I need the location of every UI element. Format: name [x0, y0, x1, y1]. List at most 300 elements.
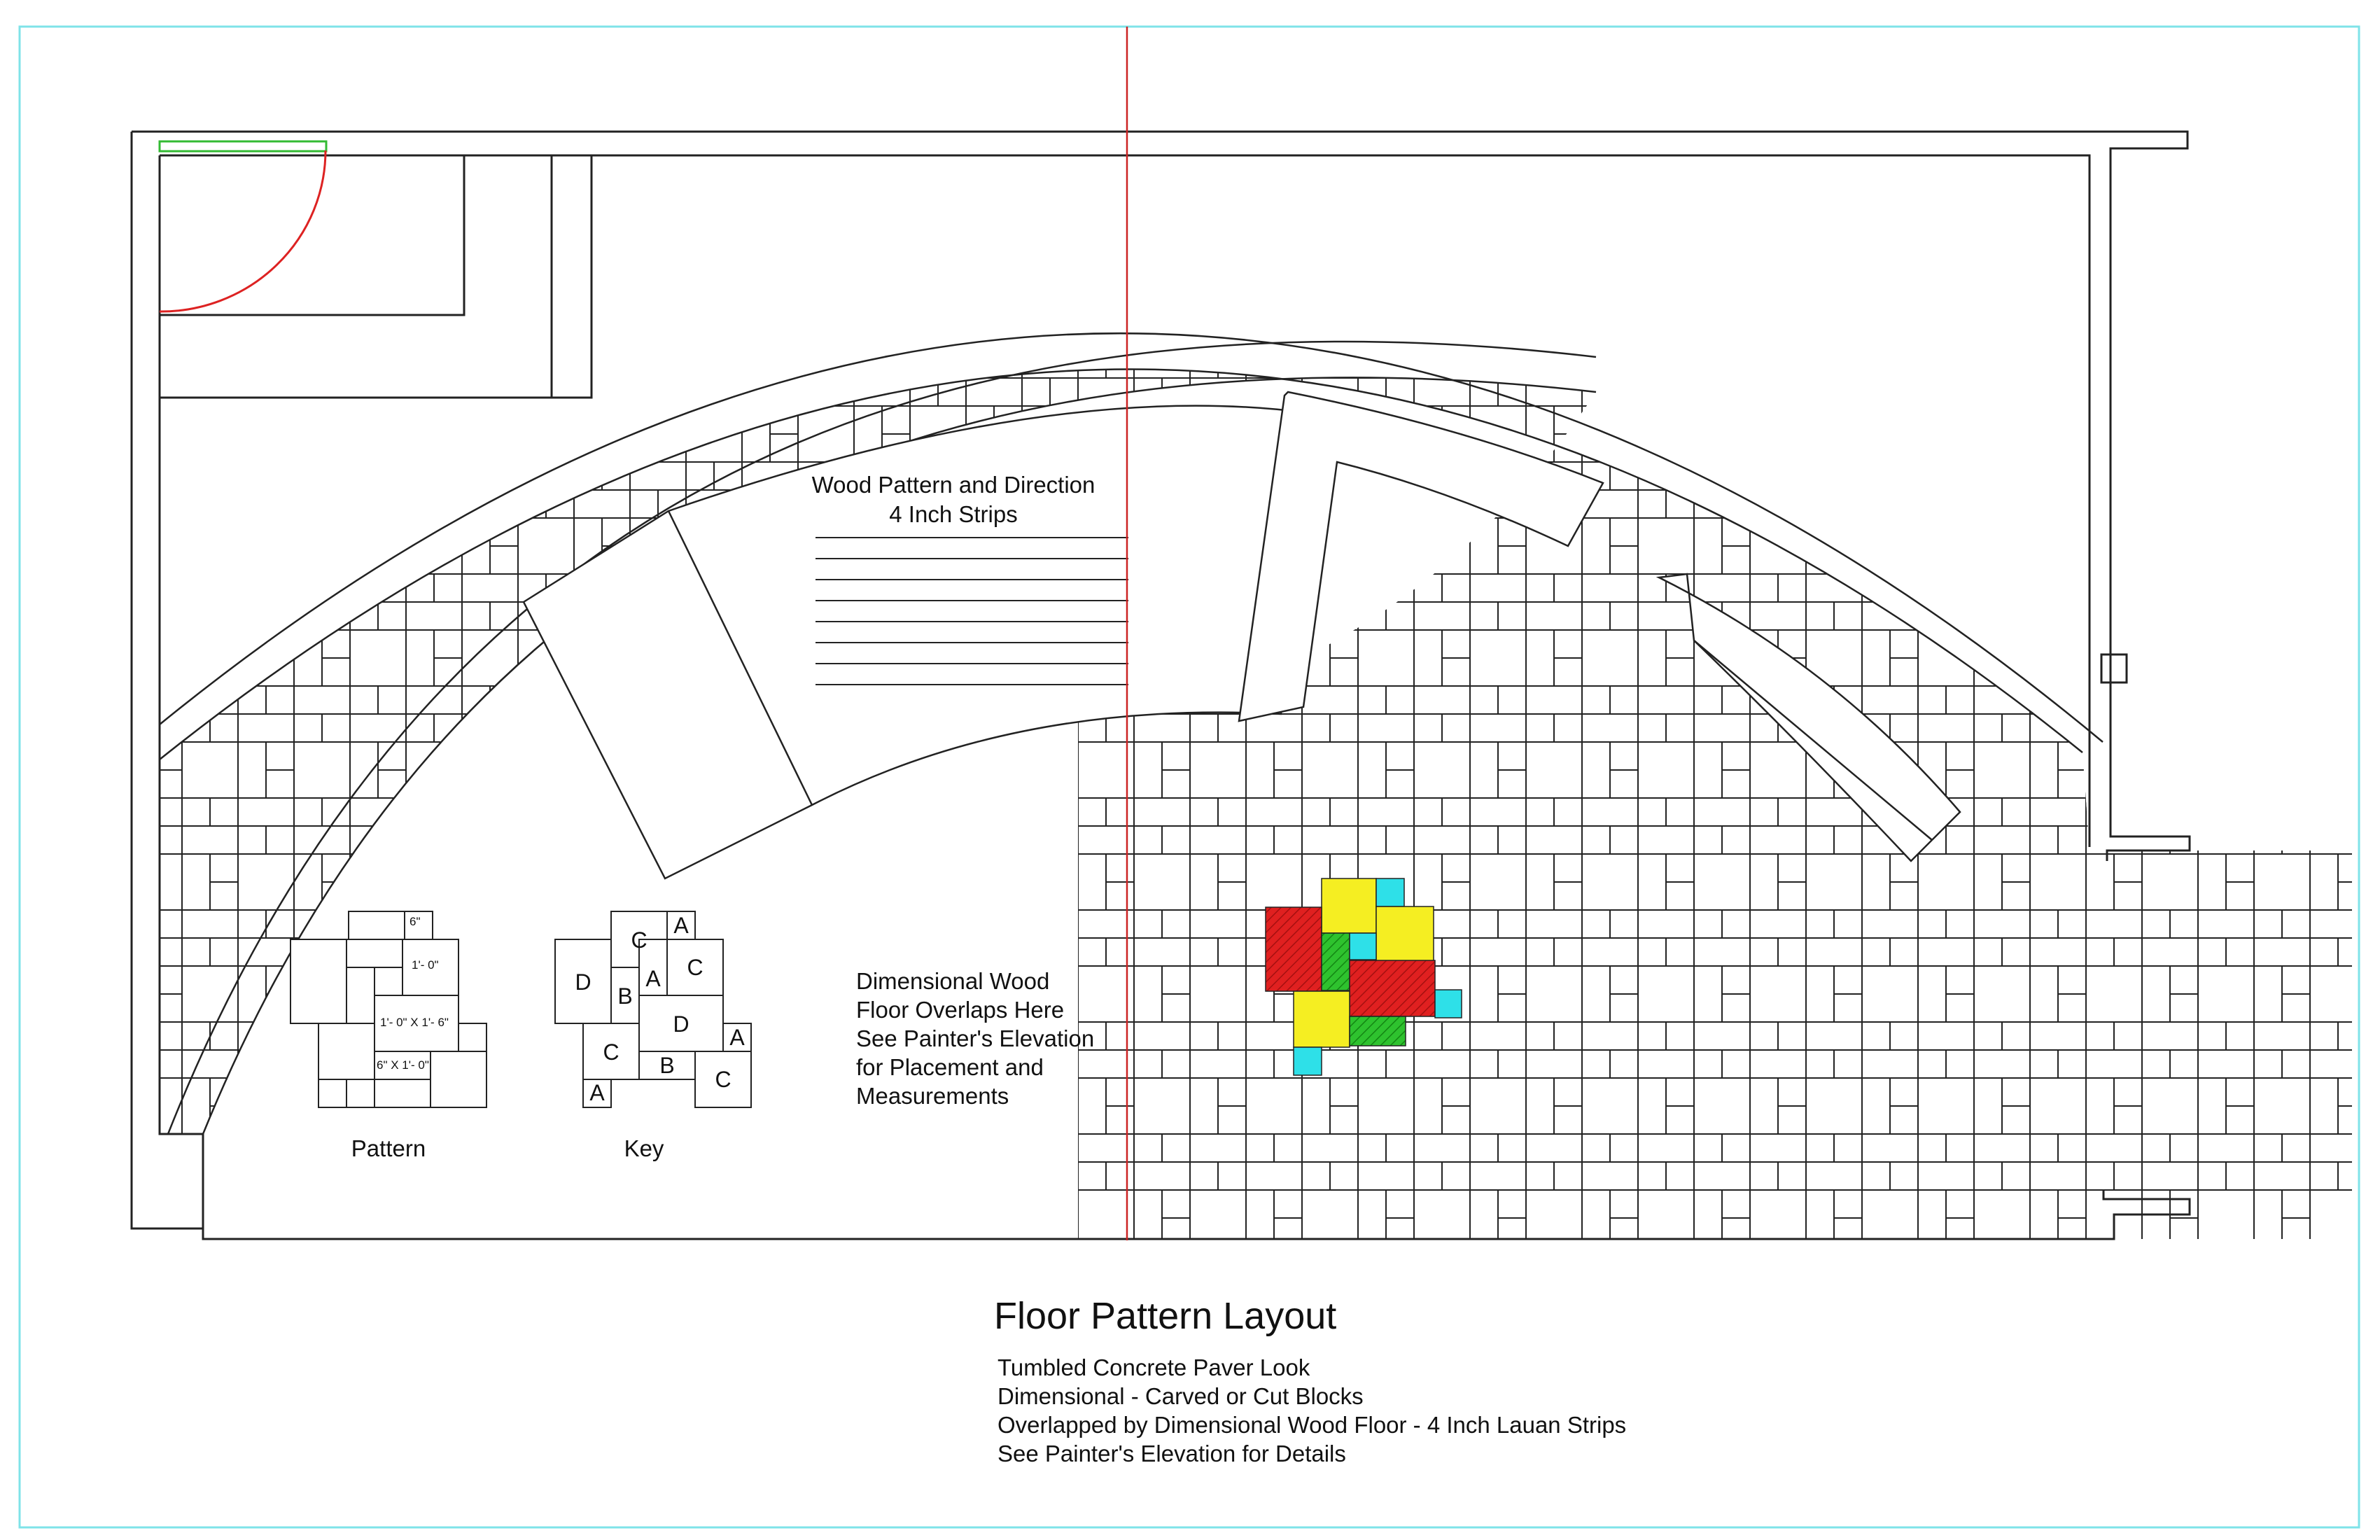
paver-block — [350, 1246, 406, 1274]
paver-block — [462, 686, 490, 714]
paver-block — [406, 350, 434, 378]
paver-block — [1554, 406, 1582, 434]
paver-block — [1806, 154, 1834, 182]
paver-block — [322, 406, 350, 434]
paver-block — [1190, 266, 1218, 294]
paver-block — [126, 1162, 182, 1190]
paver-block — [294, 406, 322, 462]
paver-block — [1610, 910, 1638, 938]
paver-block — [1246, 1050, 1274, 1078]
paver-block — [1358, 238, 1386, 266]
paver-block — [1302, 1162, 1330, 1190]
paver-block — [994, 1106, 1022, 1162]
paver-block — [2002, 210, 2030, 266]
paver-block — [2198, 910, 2254, 938]
paver-block — [1078, 798, 1106, 826]
paver-block — [14, 350, 70, 378]
paver-block — [350, 742, 378, 798]
paver-block — [1974, 1078, 2002, 1134]
paver-block — [462, 742, 490, 798]
paver-block — [1526, 1246, 1554, 1274]
paver-block — [1582, 714, 1638, 742]
paver-block — [2198, 630, 2226, 686]
paver-block — [574, 1134, 602, 1162]
paver-block — [14, 518, 42, 574]
paver-block — [2310, 154, 2366, 182]
paver-block — [2030, 826, 2058, 854]
paver-block — [406, 378, 462, 406]
paver-block — [2366, 910, 2380, 938]
paver-block — [546, 1106, 574, 1162]
paver-block — [1638, 1050, 1694, 1078]
paver-block — [406, 714, 434, 742]
paver-block — [1862, 910, 1918, 938]
paver-block — [1946, 910, 1974, 938]
paver-block — [630, 294, 686, 350]
paver-block — [798, 266, 854, 294]
paver-block — [882, 882, 910, 938]
paver-block — [518, 1050, 574, 1078]
paver-block — [1974, 966, 2030, 1022]
paver-block — [1218, 1022, 1246, 1050]
paver-block — [2310, 182, 2338, 238]
paver-block — [434, 182, 462, 210]
paver-block — [1442, 854, 1470, 882]
paver-block — [0, 518, 14, 574]
paver-block — [742, 294, 798, 350]
paver-block — [1050, 742, 1078, 770]
paver-block — [1974, 1050, 2030, 1078]
paver-block — [1918, 1022, 1974, 1050]
paver-block — [238, 742, 266, 798]
paver-block — [1190, 938, 1218, 966]
paver-block — [1358, 574, 1414, 602]
paver-block — [1414, 1134, 1470, 1162]
paver-block — [2366, 154, 2380, 182]
paver-block — [1190, 1050, 1246, 1078]
paver-block — [1862, 154, 1918, 182]
paver-block — [1750, 1078, 1778, 1134]
paver-block — [350, 630, 406, 686]
paver-block — [14, 1078, 70, 1134]
paver-block — [378, 686, 406, 714]
paver-block — [2366, 1078, 2380, 1134]
paver-block — [1358, 602, 1386, 630]
paver-block — [1694, 742, 1722, 798]
paver-block — [1246, 266, 1302, 294]
paver-block — [1582, 938, 1638, 966]
paver-block — [2030, 518, 2058, 574]
paver-block — [1750, 378, 1806, 406]
paver-block — [2366, 574, 2380, 602]
paver-block — [1946, 966, 1974, 994]
paver-block — [126, 154, 154, 182]
paver-block — [2030, 1078, 2086, 1134]
paver-block — [0, 910, 14, 938]
paver-block — [854, 910, 910, 938]
paver-block — [2114, 574, 2142, 602]
paver-block — [1946, 294, 1974, 322]
paver-block — [378, 1190, 406, 1218]
paver-block — [686, 350, 742, 378]
paver-block — [1554, 574, 1582, 602]
paver-block — [1414, 1050, 1470, 1078]
paver-block — [2170, 462, 2198, 490]
paver-block — [1806, 294, 1834, 350]
paver-block — [882, 210, 910, 266]
paver-block — [2170, 742, 2198, 770]
paver-block — [238, 378, 266, 406]
paver-block — [1078, 910, 1134, 938]
paver-block — [1974, 490, 2002, 518]
paver-block — [1414, 602, 1470, 630]
paver-block — [2310, 630, 2338, 686]
paver-block — [882, 798, 910, 826]
paver-block — [350, 406, 406, 462]
paver-block — [14, 686, 42, 714]
paver-block — [1470, 1050, 1498, 1078]
paver-block — [826, 910, 854, 938]
paver-block — [546, 350, 574, 378]
paver-block — [1974, 854, 2002, 910]
paver-block — [2254, 686, 2282, 714]
paver-block — [490, 686, 518, 714]
paver-block — [1722, 910, 1750, 938]
paver-block — [2338, 574, 2366, 602]
paver-block — [2058, 518, 2086, 546]
paver-block — [574, 742, 602, 798]
paver-block — [70, 630, 98, 686]
paver-block — [1918, 350, 1974, 378]
paver-block — [1974, 798, 2002, 826]
paver-block — [1022, 238, 1050, 266]
paver-block — [742, 154, 798, 182]
paver-block — [1778, 434, 1806, 490]
paver-block — [1022, 1134, 1050, 1162]
paver-block — [2198, 574, 2226, 602]
paver-block — [1134, 966, 1162, 1022]
paver-block — [1638, 910, 1694, 938]
paver-block — [1974, 602, 2030, 630]
paver-block — [406, 826, 462, 854]
paver-block — [630, 854, 658, 910]
paver-block — [854, 798, 882, 826]
paver-block — [2058, 322, 2086, 378]
paver-block — [14, 602, 42, 630]
paver-block — [2170, 546, 2198, 602]
paver-block — [1582, 266, 1638, 294]
paver-block — [1050, 238, 1078, 266]
paver-block — [1526, 1078, 1554, 1134]
paver-block — [238, 714, 294, 742]
paver-block — [0, 602, 14, 630]
paver-block — [910, 294, 938, 350]
paver-block — [2282, 518, 2310, 546]
paver-block — [406, 1162, 434, 1190]
paver-block — [1246, 742, 1274, 798]
paver-block — [1526, 1134, 1582, 1162]
paver-block — [42, 1134, 70, 1162]
paver-block — [2114, 1022, 2142, 1050]
paver-block — [1806, 1050, 1834, 1078]
paver-block — [2226, 658, 2254, 714]
paver-block — [2310, 294, 2366, 350]
paver-block — [70, 1246, 98, 1274]
paver-block — [770, 854, 798, 882]
paver-block — [2170, 770, 2198, 826]
paver-block — [378, 1218, 406, 1274]
paver-block — [2254, 966, 2282, 1022]
paver-block — [1246, 826, 1274, 854]
paver-block — [798, 1134, 826, 1162]
paver-block — [1330, 574, 1358, 602]
paver-block — [1470, 1190, 1498, 1246]
paver-block — [1358, 798, 1414, 826]
paver-block — [126, 714, 182, 742]
paver-block — [1442, 1078, 1470, 1106]
paver-block — [2030, 238, 2058, 266]
paver-block — [658, 1078, 686, 1106]
paver-block — [182, 630, 210, 686]
paver-block — [210, 798, 238, 826]
paver-block — [2366, 266, 2380, 294]
paver-block — [0, 798, 14, 826]
paver-block — [2254, 574, 2310, 602]
paver-block — [2002, 434, 2030, 490]
paver-block — [1022, 826, 1050, 854]
paver-block — [238, 602, 266, 630]
paver-block — [1582, 1078, 1638, 1134]
paver-block — [602, 238, 630, 266]
paver-block — [462, 294, 490, 350]
paver-block — [1190, 154, 1246, 182]
paver-block — [238, 1078, 294, 1134]
paver-block — [826, 294, 854, 322]
paver-block — [1582, 574, 1638, 602]
paver-block — [1414, 1078, 1442, 1134]
paver-block — [994, 210, 1022, 266]
paver-block — [1134, 1022, 1190, 1050]
paver-block — [1918, 686, 1946, 714]
paver-block — [462, 378, 490, 406]
paver-block — [1470, 1078, 1526, 1134]
paver-block — [2366, 714, 2380, 742]
paver-block — [238, 1050, 266, 1078]
paver-block — [574, 826, 602, 854]
paver-block — [1806, 1190, 1834, 1246]
paver-block — [1862, 490, 1890, 518]
paver-block — [1918, 154, 1946, 182]
paver-block — [714, 910, 742, 938]
paver-block — [126, 1022, 182, 1050]
paver-block — [42, 462, 70, 490]
paver-block — [1974, 378, 2030, 406]
paver-block — [658, 182, 686, 210]
paver-block — [294, 742, 350, 798]
paver-block — [1470, 966, 1498, 1022]
paver-block — [826, 1134, 854, 1162]
paver-block — [966, 1162, 994, 1190]
paver-block — [770, 882, 798, 938]
paver-block — [1862, 294, 1918, 350]
paver-block — [14, 630, 70, 686]
paver-block — [1750, 854, 1778, 910]
paver-block — [1638, 154, 1694, 182]
paver-block — [1246, 182, 1302, 238]
paver-block — [1582, 1190, 1610, 1246]
paver-block — [406, 630, 434, 686]
paver-block — [2030, 462, 2058, 490]
paver-block — [1778, 1078, 1806, 1106]
paver-block — [210, 182, 238, 210]
paver-block — [1918, 1162, 1974, 1190]
paver-block — [266, 294, 294, 322]
paver-block — [910, 266, 966, 294]
paver-block — [574, 1246, 630, 1274]
paver-block — [1470, 1246, 1526, 1274]
paver-block — [2114, 434, 2142, 490]
paver-block — [2030, 378, 2058, 406]
paver-block — [2170, 238, 2198, 266]
paver-block — [406, 154, 462, 182]
paver-block — [1946, 518, 1974, 546]
paver-block — [1470, 854, 1526, 910]
paver-block — [1274, 322, 1302, 378]
paver-block — [574, 378, 602, 406]
paver-block — [2030, 350, 2086, 378]
paver-block — [1638, 938, 1666, 966]
paver-block — [126, 1134, 154, 1162]
paver-block — [2142, 406, 2198, 462]
paver-block — [2254, 630, 2310, 686]
paver-block — [1638, 1022, 1666, 1050]
paver-block — [1582, 966, 1610, 1022]
paver-block — [1274, 238, 1302, 266]
paver-block — [238, 238, 266, 266]
paver-block — [854, 1246, 882, 1274]
paver-block — [2366, 602, 2380, 630]
paver-block — [182, 798, 210, 826]
paver-block — [1638, 238, 1694, 266]
paver-block — [462, 462, 490, 490]
paver-block — [294, 518, 350, 574]
paver-block — [1358, 714, 1414, 742]
paver-block — [910, 854, 966, 910]
paver-block — [1134, 1078, 1190, 1134]
paver-block — [1190, 1246, 1218, 1274]
paver-block — [126, 490, 182, 518]
paver-block — [154, 742, 182, 770]
paver-block — [126, 406, 182, 462]
paver-block — [1442, 1022, 1470, 1050]
paver-block — [1078, 938, 1106, 966]
paver-block — [2058, 742, 2086, 770]
paver-block — [1862, 686, 1918, 714]
paver-block — [1330, 630, 1358, 658]
paver-block — [42, 322, 70, 378]
paver-block — [1302, 1134, 1358, 1162]
paver-block — [1918, 938, 1974, 966]
paver-block — [1106, 210, 1134, 266]
paver-block — [70, 826, 126, 854]
paver-block — [602, 1190, 630, 1218]
paver-block — [1442, 210, 1470, 266]
paver-block — [2282, 686, 2310, 714]
paver-block — [994, 1246, 1022, 1274]
paver-block — [2058, 1134, 2086, 1162]
paver-block — [1806, 350, 1862, 378]
paver-block — [994, 798, 1022, 826]
paver-block — [1750, 182, 1778, 238]
paver-block — [1890, 1078, 1918, 1106]
paver-block — [126, 294, 154, 350]
paver-block — [406, 1246, 434, 1274]
paver-block — [2114, 798, 2142, 826]
paver-block — [1190, 910, 1246, 938]
paver-block — [1414, 686, 1470, 714]
paver-block — [1078, 1050, 1134, 1078]
paver-block — [434, 406, 462, 434]
paver-block — [238, 686, 266, 714]
paver-block — [1834, 462, 1862, 490]
paver-block — [1302, 1190, 1358, 1246]
paver-block — [462, 826, 490, 854]
paver-block — [2366, 462, 2380, 490]
paver-block — [966, 154, 1022, 182]
paver-block — [1190, 966, 1246, 1022]
paver-block — [350, 854, 406, 910]
paver-block — [1610, 742, 1638, 770]
paver-block — [1806, 798, 1862, 826]
paver-block — [1526, 854, 1554, 910]
paver-block — [462, 350, 518, 378]
paver-block — [0, 1134, 14, 1162]
paver-block — [0, 742, 14, 798]
paver-block — [2086, 378, 2142, 406]
paver-block — [42, 770, 70, 826]
paver-block — [350, 182, 406, 238]
paver-block — [1974, 1162, 2002, 1190]
paver-block — [238, 154, 266, 182]
paver-block — [1526, 406, 1554, 462]
paver-block — [1134, 1162, 1190, 1190]
paver-block — [2086, 938, 2114, 966]
paver-block — [1778, 574, 1806, 602]
paver-block — [462, 854, 518, 910]
paver-block — [1470, 266, 1526, 294]
paver-block — [1470, 518, 1498, 574]
paver-block — [630, 350, 658, 378]
paver-block — [322, 882, 350, 938]
paver-block — [994, 882, 1022, 938]
paver-block — [406, 798, 434, 826]
paver-block — [1526, 686, 1582, 714]
paver-block — [238, 1190, 266, 1246]
paver-block — [2366, 238, 2380, 266]
paver-block — [70, 406, 98, 462]
paver-block — [2338, 630, 2366, 658]
paver-block — [2198, 378, 2254, 406]
paver-block — [0, 294, 14, 350]
paver-block — [1694, 154, 1722, 182]
paver-block — [1302, 266, 1330, 294]
paver-block — [658, 350, 686, 378]
paver-block — [126, 350, 182, 378]
paver-block — [1974, 714, 2002, 742]
paver-block — [1134, 742, 1162, 798]
paver-block — [14, 1050, 42, 1078]
paver-block — [210, 434, 238, 490]
